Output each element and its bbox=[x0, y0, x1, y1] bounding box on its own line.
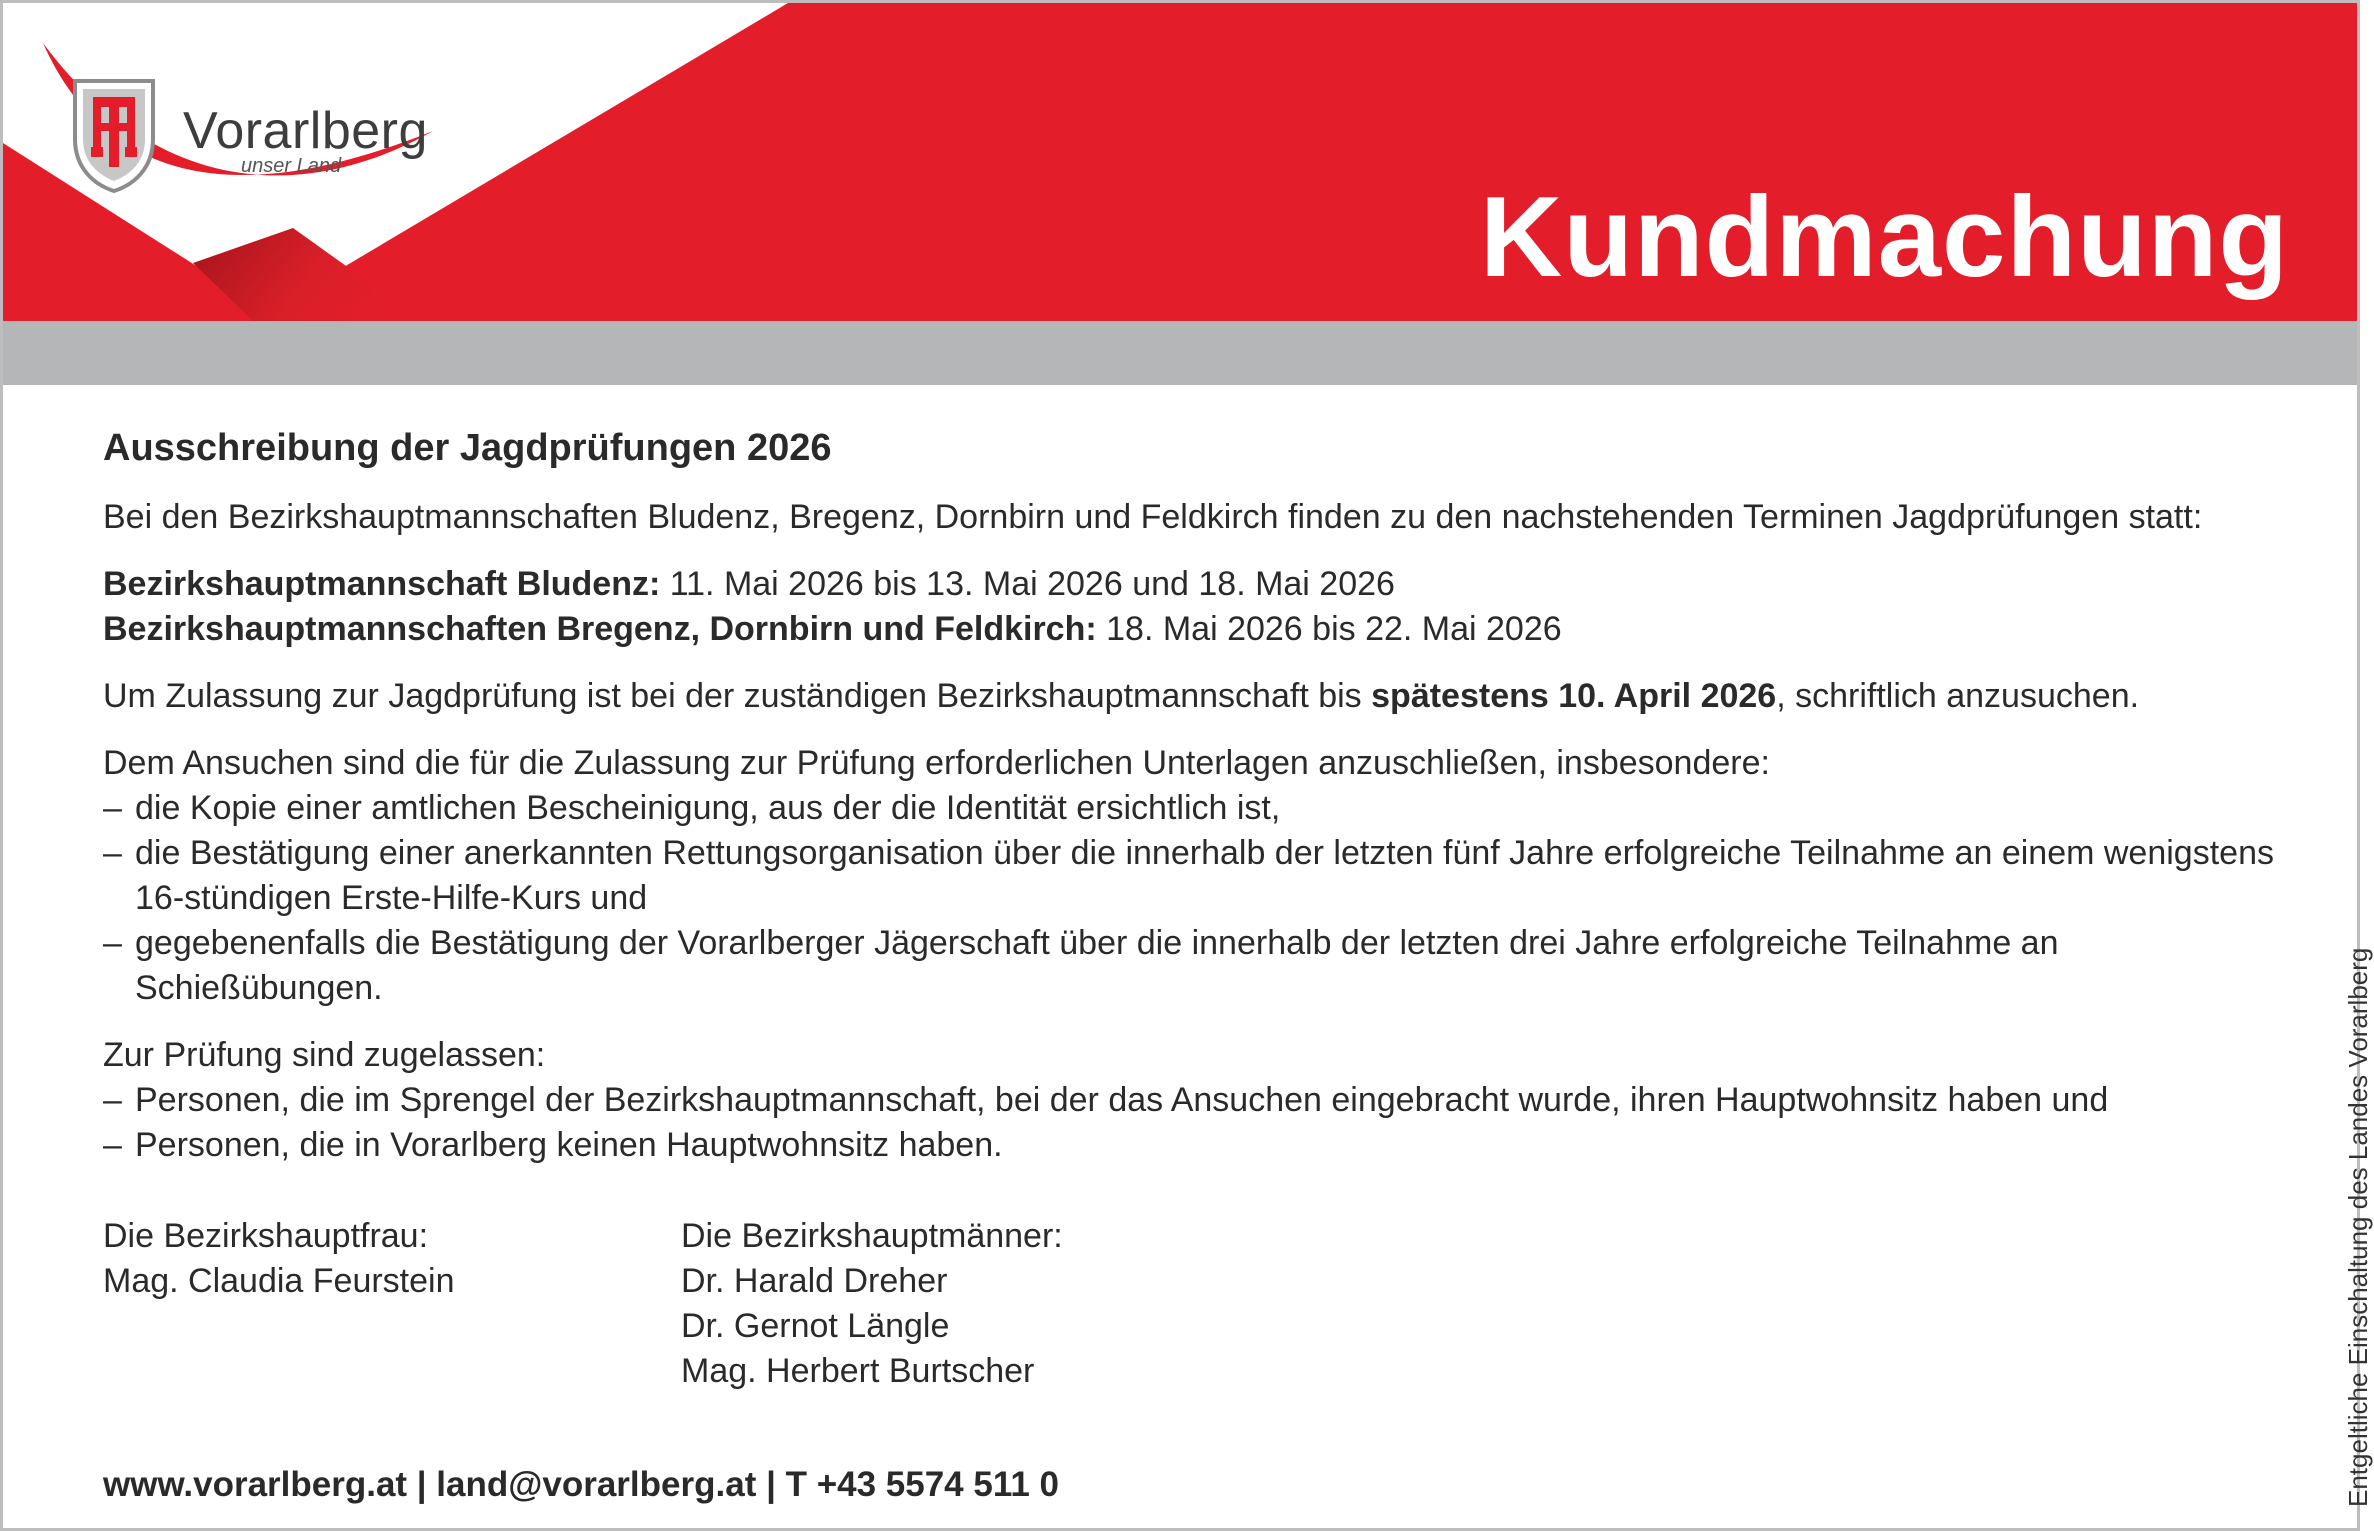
signature-right bbox=[681, 1214, 1063, 1394]
deadline-date: spätestens 10. April 2026 bbox=[1371, 677, 1777, 715]
list-item: – Personen, die im Sprengel der Bezirkshauptmannschaft, bei der das Ansuchen eingebracht wurde, ihren Hauptwohnsitz haben und bbox=[103, 1081, 2109, 1119]
signature-name: Mag. Herbert Burtscher bbox=[681, 1352, 1035, 1390]
intro-paragraph: Bei den Bezirkshauptmannschaften Bludenz, Bregenz, Dornbirn und Feldkirch finden zu den nachstehenden Terminen Jagdprüfungen statt: bbox=[103, 498, 2203, 536]
page-title: Kundmachung bbox=[1480, 174, 2289, 301]
signatures bbox=[103, 1214, 2283, 1399]
logo-name: Vorarlberg bbox=[183, 102, 428, 160]
footer-contact: www.vorarlberg.at | land@vorarlberg.at | T +43 5574 511 0 bbox=[103, 1465, 1060, 1504]
signature-left bbox=[103, 1214, 455, 1304]
admission-list bbox=[103, 1078, 2283, 1168]
logo-tagline: unser Land bbox=[241, 155, 342, 177]
list-item: – gegebenenfalls die Bestätigung der Vorarlberger Jägerschaft über die innerhalb der letzten drei Jahre erfolgreiche Teilnahme an Schießübungen. bbox=[103, 924, 2059, 1007]
vorarlberg-logo bbox=[43, 33, 463, 183]
signature-name: Dr. Harald Dreher bbox=[681, 1262, 948, 1300]
date-label: Bezirkshauptmannschaft Bludenz: bbox=[103, 565, 661, 603]
date-value: 11. Mai 2026 bis 13. Mai 2026 und 18. Mai 2026 bbox=[660, 565, 1395, 603]
documents-section bbox=[103, 741, 2283, 1011]
date-label: Bezirkshauptmannschaften Bregenz, Dornbirn und Feldkirch: bbox=[103, 610, 1097, 648]
exam-dates bbox=[103, 562, 2283, 652]
documents-list bbox=[103, 786, 2283, 1011]
list-item: – die Bestätigung einer anerkannten Rettungsorganisation über die innerhalb der letzten fünf Jahre erfolgreiche Teilnahme an einem wenigstens 16-stündigen Erste-Hilfe-Kurs und bbox=[103, 834, 2274, 917]
admission-section bbox=[103, 1033, 2283, 1168]
admission-intro: Zur Prüfung sind zugelassen: bbox=[103, 1036, 546, 1074]
date-value: 18. Mai 2026 bis 22. Mai 2026 bbox=[1096, 610, 1562, 648]
date-line-bludenz bbox=[103, 562, 2283, 607]
signature-role: Die Bezirkshauptmänner: bbox=[681, 1217, 1063, 1255]
notice-body bbox=[103, 423, 2283, 1399]
deadline-text: Um Zulassung zur Jagdprüfung ist bei der zuständigen Bezirkshauptmannschaft bis bbox=[103, 677, 1372, 715]
date-line-bregenz-dornbirn-feldkirch bbox=[103, 607, 2283, 652]
signature-name: Dr. Gernot Längle bbox=[681, 1307, 950, 1345]
documents-intro: Dem Ansuchen sind die für die Zulassung zur Prüfung erforderlichen Unterlagen anzuschließen, insbesondere: bbox=[103, 744, 1770, 782]
deadline-text-end: , schriftlich anzusuchen. bbox=[1776, 677, 2140, 715]
deadline-paragraph bbox=[103, 674, 2283, 719]
signature-name: Mag. Claudia Feurstein bbox=[103, 1262, 455, 1300]
list-item: – die Kopie einer amtlichen Bescheinigung, aus der die Identität ersichtlich ist, bbox=[103, 789, 1281, 827]
signature-role: Die Bezirkshauptfrau: bbox=[103, 1217, 429, 1255]
list-item: – Personen, die in Vorarlberg keinen Hauptwohnsitz haben. bbox=[103, 1126, 1003, 1164]
notice-heading: Ausschreibung der Jagdprüfungen 2026 bbox=[103, 427, 832, 469]
coat-of-arms-icon bbox=[69, 77, 159, 193]
side-note: Entgeltliche Einschaltung des Landes Vorarlberg bbox=[2343, 947, 2373, 1507]
grey-band bbox=[3, 321, 2357, 385]
